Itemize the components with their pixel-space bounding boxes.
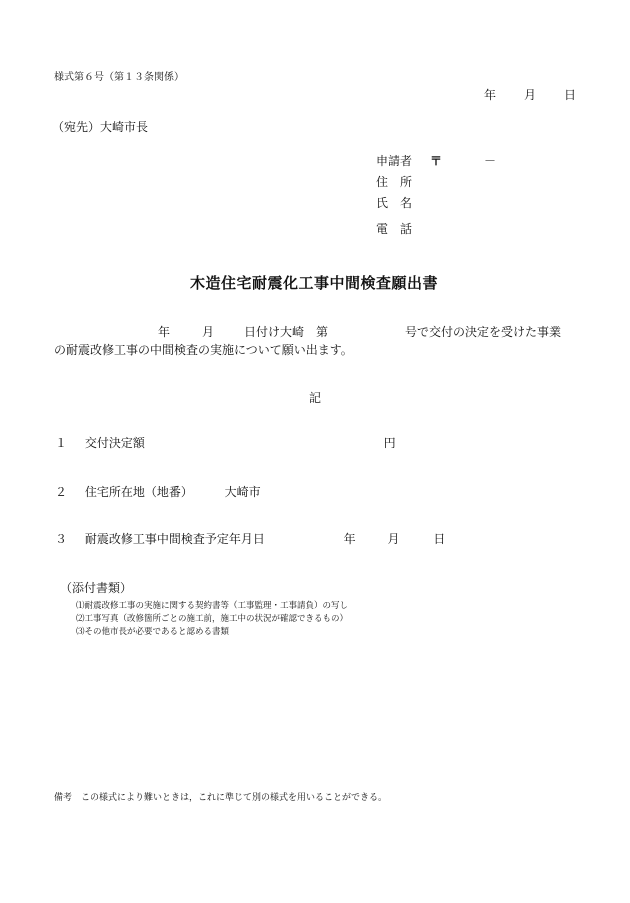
attachment-item: ⑴耐震改修工事の実施に関する契約書等（工事監理・工事請負）の写し [76,601,349,611]
name-label: 氏 名 [376,196,413,210]
body-date-ref: 日付け大崎 第 [244,325,329,339]
item-1-num: １ [55,436,68,450]
item-2-label: 住宅所在地（地番） [84,485,193,499]
item-3-month: 月 [387,532,400,546]
item-3-num: ３ [55,532,68,546]
body-line2: の耐震改修工事の中間検査の実施について願い出ます。 [54,343,353,357]
page-title: 木造住宅耐震化工事中間検査願出書 [190,274,439,292]
item-1-label: 交付決定額 [84,436,145,450]
attachment-item: ⑵工事写真（改修箇所ごとの施工前，施工中の状況が確認できるもの） [76,614,349,624]
body-year: 年 [158,325,171,339]
item-2-value: 大崎市 [224,485,261,499]
item-3-label: 耐震改修工事中間検査予定年月日 [84,532,265,546]
postal-mark: 〒 [430,154,443,168]
date-day: 日 [564,88,577,102]
item-2-num: ２ [55,485,68,499]
addressee: （宛先）大崎市長 [52,120,149,134]
attachments-heading: （添付書類） [60,581,133,595]
item-1 [55,434,396,451]
body-month: 月 [202,325,215,339]
attachment-item: ⑶その他市長が必要であると認める書類 [76,627,230,637]
item-1-value: 円 [383,436,396,450]
phone-label: 電 話 [376,222,413,236]
postal-dash: － [484,154,497,168]
date-month: 月 [524,88,537,102]
item-3 [55,530,445,547]
date-year: 年 [484,88,497,102]
applicant-label: 申請者 [376,154,413,168]
address-label: 住 所 [376,175,413,189]
remarks: 備考 この様式により難いときは，これに準じて別の様式を用いることができる。 [54,793,388,803]
item-2 [55,483,261,500]
item-3-year: 年 [343,532,356,546]
ki-mark: 記 [309,391,322,405]
body-tail: 号で交付の決定を受けた事業 [405,325,562,339]
form-number: 様式第６号（第１３条関係） [54,72,184,83]
item-3-day: 日 [433,532,446,546]
